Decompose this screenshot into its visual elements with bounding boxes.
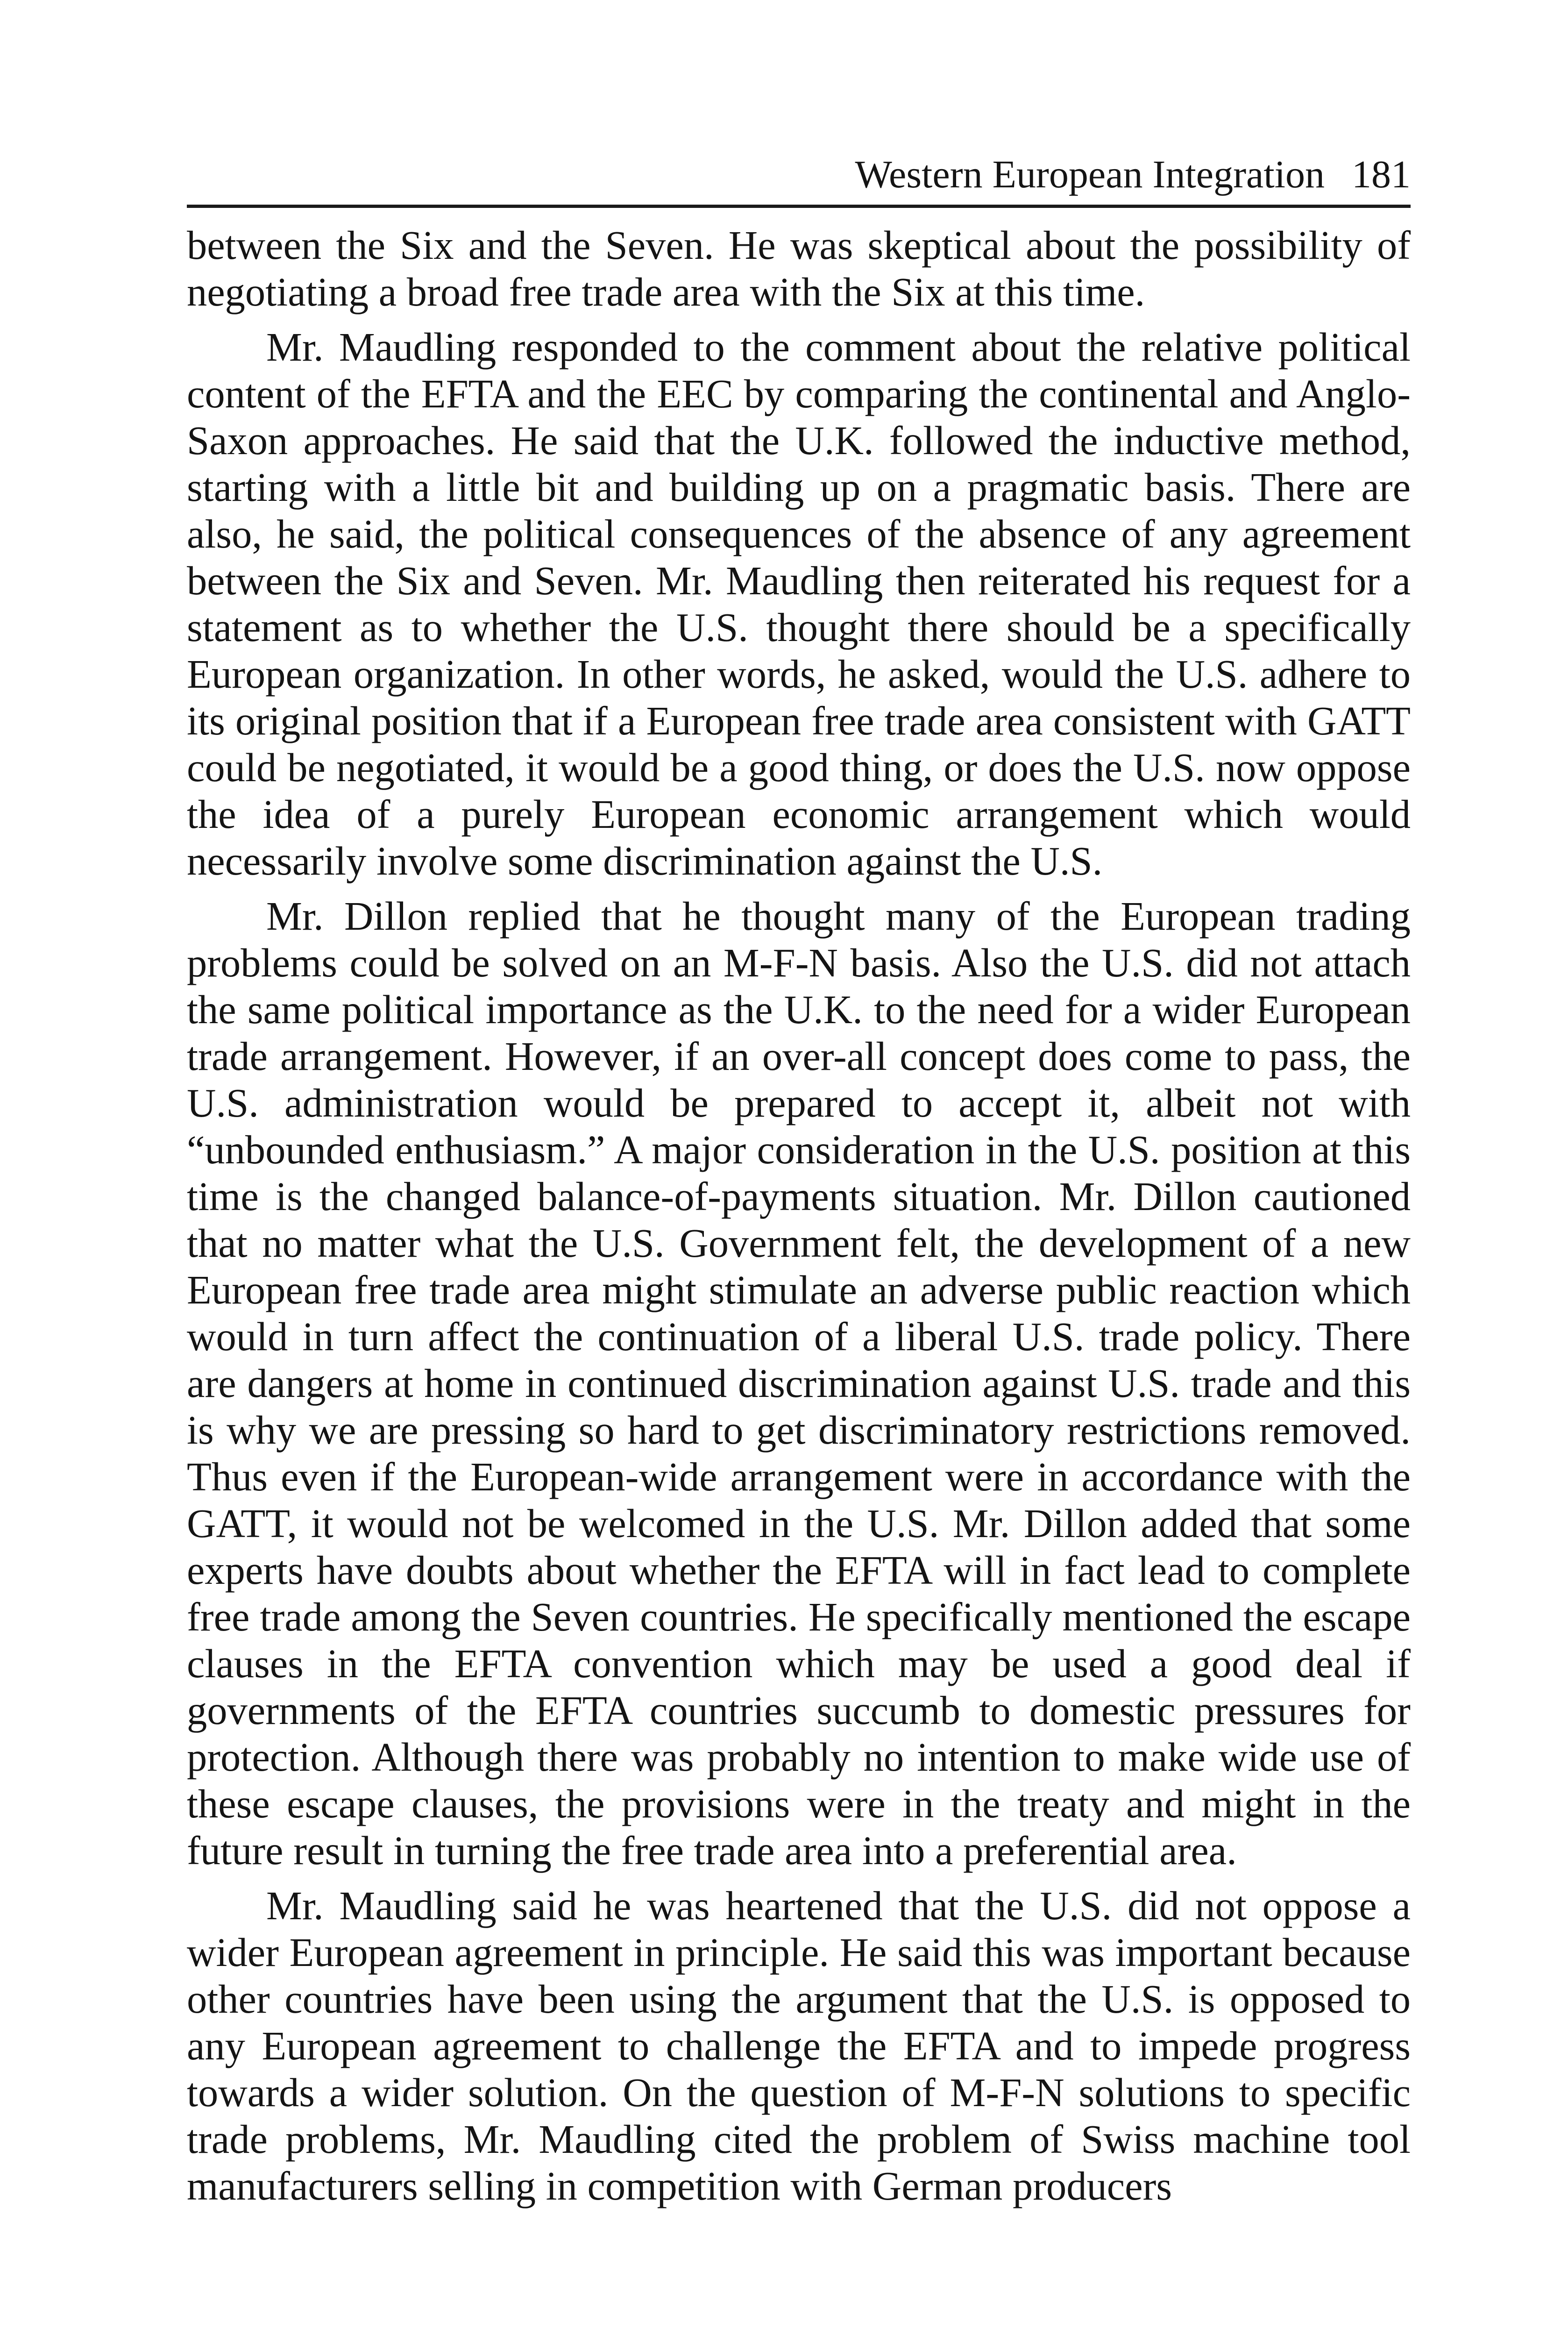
paragraph: Mr. Dillon replied that he thought many of the European trading problems could be solved on an M-F-N basis. Also the U.S. did not attach the same political importance as the U.K. to the need for a wider European trade arrangement. However, if an over-all concept does come to pass, the U.S. administration would be prepared to accept it, albeit not with “unbounded enthusiasm.” A major consideration in the U.S. position at this time is the changed balance-of-payments situation. Mr. Dillon cautioned that no matter what the U.S. Government felt, the development of a new European free trade area might stimulate an adverse public reaction which would in turn affect the continuation of a liberal U.S. trade policy. There are dangers at home in continued discrimination against U.S. trade and this is why we are pressing so hard to get discriminatory restrictions removed. Thus even if the European-wide arrangement were in accordance with the GATT, it would not be welcomed in the U.S. Mr. Dillon added that some experts have doubts about whether the EFTA will in fact lead to complete free trade among the Seven countries. He specifically mentioned the escape clauses in the EFTA convention which may be used a good deal if governments of the EFTA countries succumb to domestic pressures for protection. Although there was probably no intention to make wide use of these escape clauses, the provisions were in the treaty and might in the future result in turning the free trade area into a preferential area. xyxy=(187,894,1411,1873)
page-number: 181 xyxy=(1352,153,1411,196)
body-text xyxy=(187,222,1411,2209)
running-head-text xyxy=(855,151,1411,198)
book-page xyxy=(187,140,1411,2336)
paragraph: Mr. Maudling said he was heartened that the U.S. did not oppose a wider European agreement in principle. He said this was important because other countries have been using the argument that the U.S. is opposed to any European agreement to challenge the EFTA and to impede progress towards a wider solution. On the question of M-F-N solutions to specific trade problems, Mr. Maudling cited the problem of Swiss machine tool manufacturers selling in competition with German producers xyxy=(187,1883,1411,2208)
running-head xyxy=(187,140,1411,208)
paragraph: Mr. Maudling responded to the comment about the relative political content of the EFTA and the EEC by comparing the continental and Anglo-Saxon approaches. He said that the U.K. followed the inductive method, starting with a little bit and building up on a pragmatic basis. There are also, he said, the political consequences of the absence of any agreement between the Six and Seven. Mr. Maudling then reiterated his request for a statement as to whether the U.S. thought there should be a specifically European organization. In other words, he asked, would the U.S. adhere to its original position that if a European free trade area consistent with GATT could be negotiated, it would be a good thing, or does the U.S. now oppose the idea of a purely European economic arrangement which would necessarily involve some discrimination against the U.S. xyxy=(187,325,1411,883)
running-title: Western European Integration xyxy=(855,153,1325,196)
paragraph-continued: between the Six and the Seven. He was skeptical about the possibility of negotiating a broad free trade area with the Six at this time. xyxy=(187,223,1411,314)
